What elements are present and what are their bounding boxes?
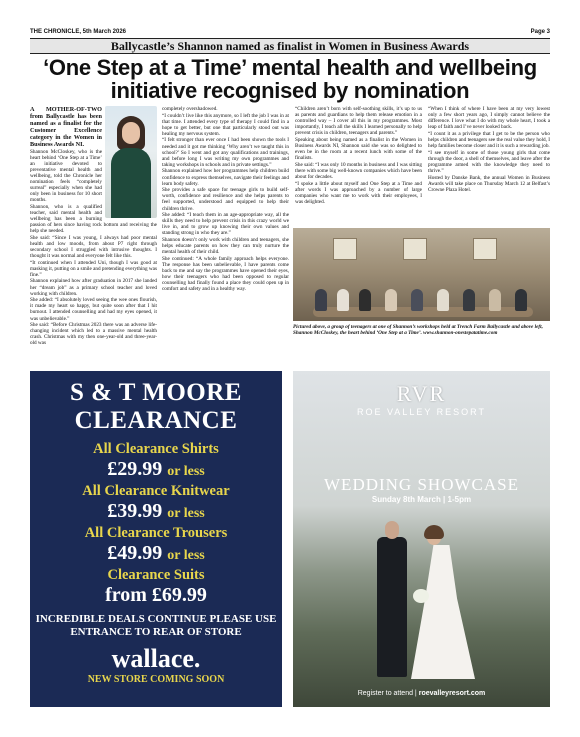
offer-label: Clearance Suits — [107, 567, 205, 583]
article-paragraph: Hosted by Danske Bank, the annual Women in Business Awards will take place on Thursday March 12 at Belfast’s Crowne Plaza Hotel. — [428, 174, 550, 193]
offer-label: All Clearance Shirts — [93, 441, 219, 457]
article-paragraph: She said: “I was only 10 months in business and I was sitting there with some big well-known companies which have been about for decades. — [295, 161, 422, 181]
wedding-showcase-advert[interactable] — [293, 371, 550, 707]
article-lead: A MOTHER-OF-TWO from Ballycastle has been named as a finalist for the Customer Excellence category in the Women in Business Awards NI. — [30, 106, 102, 148]
article-paragraph: “I see myself in some of those young girls that come through the door, a shell of themselves, and leave after the programme armed with the knowledge they need to thrive.” — [428, 149, 550, 174]
article-paragraph: “I couldn’t live like this anymore, so I left the job I was in at that time. I attended every type of therapy I could find in a hope to get better, but one that particularly stood out was healing my nervous system. — [162, 112, 289, 137]
rvr-logo: RVR — [396, 381, 447, 406]
offer-price: from £69.99 — [105, 584, 207, 606]
article-column-1 — [30, 106, 157, 356]
article-paragraph: Shannon McCloskey, who is the heart behind ‘One Step at a Time’ an initiative devoted to preventative mental health and wellbeing, told the Chronicle her nomination feels “completely surreal” especially when she had only been in business for 10 short months. — [30, 148, 102, 204]
article-paragraph: “When I think of where I have been at my very lowest only a few short years ago, I simply cannot believe the difference. I love what I do with my whole heart, I took a leap of faith and I’ve never looked back. — [428, 106, 550, 131]
workshop-group-photo — [293, 228, 550, 321]
resort-name: ROE VALLEY RESORT — [356, 407, 487, 417]
register-url[interactable]: roevalleyresort.com — [418, 690, 486, 697]
page-folio — [30, 27, 550, 37]
article-paragraph: She provides a safe space for teenage girls to build self-worth, confidence and resilience and she helps parents to feel supported, understood and equipped to help their children thrive. — [162, 187, 289, 212]
offer-suffix: or less — [167, 548, 205, 563]
shannon-portrait-image — [105, 106, 157, 218]
article-paragraph: “I felt stronger than ever once I had been shown the tools I needed and it got me thinking ‘Why aren’t we taught this in school?’ So I went and got any qualifications and trainings, and before long I was writing my own programmes and taking workshops in schools and in private settings.” — [162, 137, 289, 168]
article-paragraph: “It continued when I attended Uni, though I was good at masking it, putting on a smile and pretending everything was fine.” — [30, 259, 157, 278]
article-headline: ‘One Step at a Time’ mental health and wellbeing initiative recognised by nomination — [43, 55, 537, 103]
offer-price: £39.99 — [107, 500, 163, 522]
showcase-date: Sunday 8th March | 1-5pm — [371, 495, 472, 504]
bride-figure — [411, 527, 475, 679]
publication-date: THE CHRONICLE, 5th March 2026 — [30, 29, 127, 35]
offer-price: £49.99 — [107, 542, 163, 564]
offer-item — [30, 483, 282, 525]
advert-footer: NEW STORE COMING SOON — [87, 674, 225, 685]
article-paragraph: She added: “I absolutely loved seeing the wee ones flourish, it made my heart so happy, but quite soon after that I hit burnout. I attended counselling and had my eyes opened, it was unbelievable.” — [30, 297, 157, 322]
article-paragraph: Speaking about being named as a finalist in the Women in Business Awards NI, Shannon said she was so delighted to even be in the room at a recent lunch with some of the finalists. — [295, 136, 422, 162]
article-paragraph: She said: “Since I was young, I always had poor mental health and low moods, from about P7 right through secondary school I struggled with intrusive thoughts. I thought it was normal and everyone felt like this. — [30, 234, 157, 260]
article-column-2 — [162, 106, 289, 356]
article-paragraph: Shannon explained how after graduation in 2017 she landed her “dream job” as a primary school teacher and loved working with children. — [30, 278, 157, 297]
advert-title: S & T MOORE — [70, 379, 242, 406]
bouquet-image — [413, 589, 429, 603]
article-paragraph: “I spoke a little about myself and One Step at a Time and after words I was approached by a number of large companies who want me to work with their employees, I was delighted. — [295, 180, 422, 205]
offer-suffix: or less — [167, 506, 205, 521]
article-paragraph: She continued: “A whole family approach helps everyone. The response has been unbelievable, I have parents come back to me and say the programmes have opened their eyes, how their teenagers who had been opposed to regular counselling had finally found a place they could open up in comfort and safety and in a healthy way. — [162, 255, 289, 293]
article-paragraph: “Children aren’t born with self-soothing skills, it’s up to us as parents and guardians to help them release emotion in a controlled way – I cover all this in my programmes. Most importantly, I teach all the skills I learned personally to help prevent crisis in children, teenagers and parents.” — [295, 106, 422, 137]
article-paragraph: Shannon, who is a qualified teacher, said mental health and wellbeing has been a burning passion of hers since having rock bottom and receiving the help she needed. — [30, 203, 157, 235]
offer-item — [30, 525, 282, 567]
wallace-logo: wallace. — [111, 644, 201, 673]
workshop-photo-block — [293, 228, 550, 350]
article-paragraph: Shannon doesn’t only work with children and teenagers, she helps educate parents on how they can truly nurture the mental health of their child. — [162, 236, 289, 256]
showcase-title: WEDDING SHOWCASE — [324, 475, 519, 494]
article-kicker: Ballycastle’s Shannon named as finalist in Women in Business Awards — [30, 38, 550, 54]
offer-label: All Clearance Trousers — [84, 525, 228, 541]
offer-item — [30, 441, 282, 483]
article-paragraph: She said: “Before Christmas 2023 there was an adverse life-changing incident which led to a massive mental health crash. Christmas with my then one-year-old and three-year-old was — [30, 322, 157, 347]
article-paragraph: “I count it as a privilege that I get to be the person who helps children and teenagers see the real value they hold, I help families become closer and it is such a rewarding job. — [428, 130, 550, 150]
register-prefix: Register to attend | — [357, 690, 417, 697]
offer-label: All Clearance Knitwear — [82, 483, 230, 499]
clearance-advert[interactable] — [30, 371, 282, 707]
offer-suffix: or less — [167, 464, 205, 479]
photo-caption: Pictured above, a group of teenagers at one of Shannon’s workshops held at Trench Farm Ballycastle and above left, Shannon McCloskey, the heart behind ‘One Step at a Time’. www.shannon-onestepatatime.com — [293, 324, 543, 337]
groom-figure — [375, 521, 409, 676]
advert-subtitle: CLEARANCE — [74, 407, 238, 434]
advert-notice: INCREDIBLE DEALS CONTINUE PLEASE USE ENTRANCE TO REAR OF STORE — [35, 613, 277, 638]
article-paragraph: completely overshadowed. — [162, 106, 218, 112]
article-paragraph: Shannon explained how her programmes help children build confidence to express themselves, navigate their feelings and learn body safety. — [162, 168, 289, 187]
page-number: Page 3 — [530, 29, 550, 35]
register-line[interactable] — [293, 690, 550, 697]
article-paragraph: She added: “I teach them in an age-appropriate way, all the skills they need to help prevent crisis in this crazy world we live in, and to grow up knowing their own values and standing strong in who they are.” — [162, 212, 289, 237]
offer-item — [30, 567, 282, 607]
offer-price: £29.99 — [107, 458, 163, 480]
